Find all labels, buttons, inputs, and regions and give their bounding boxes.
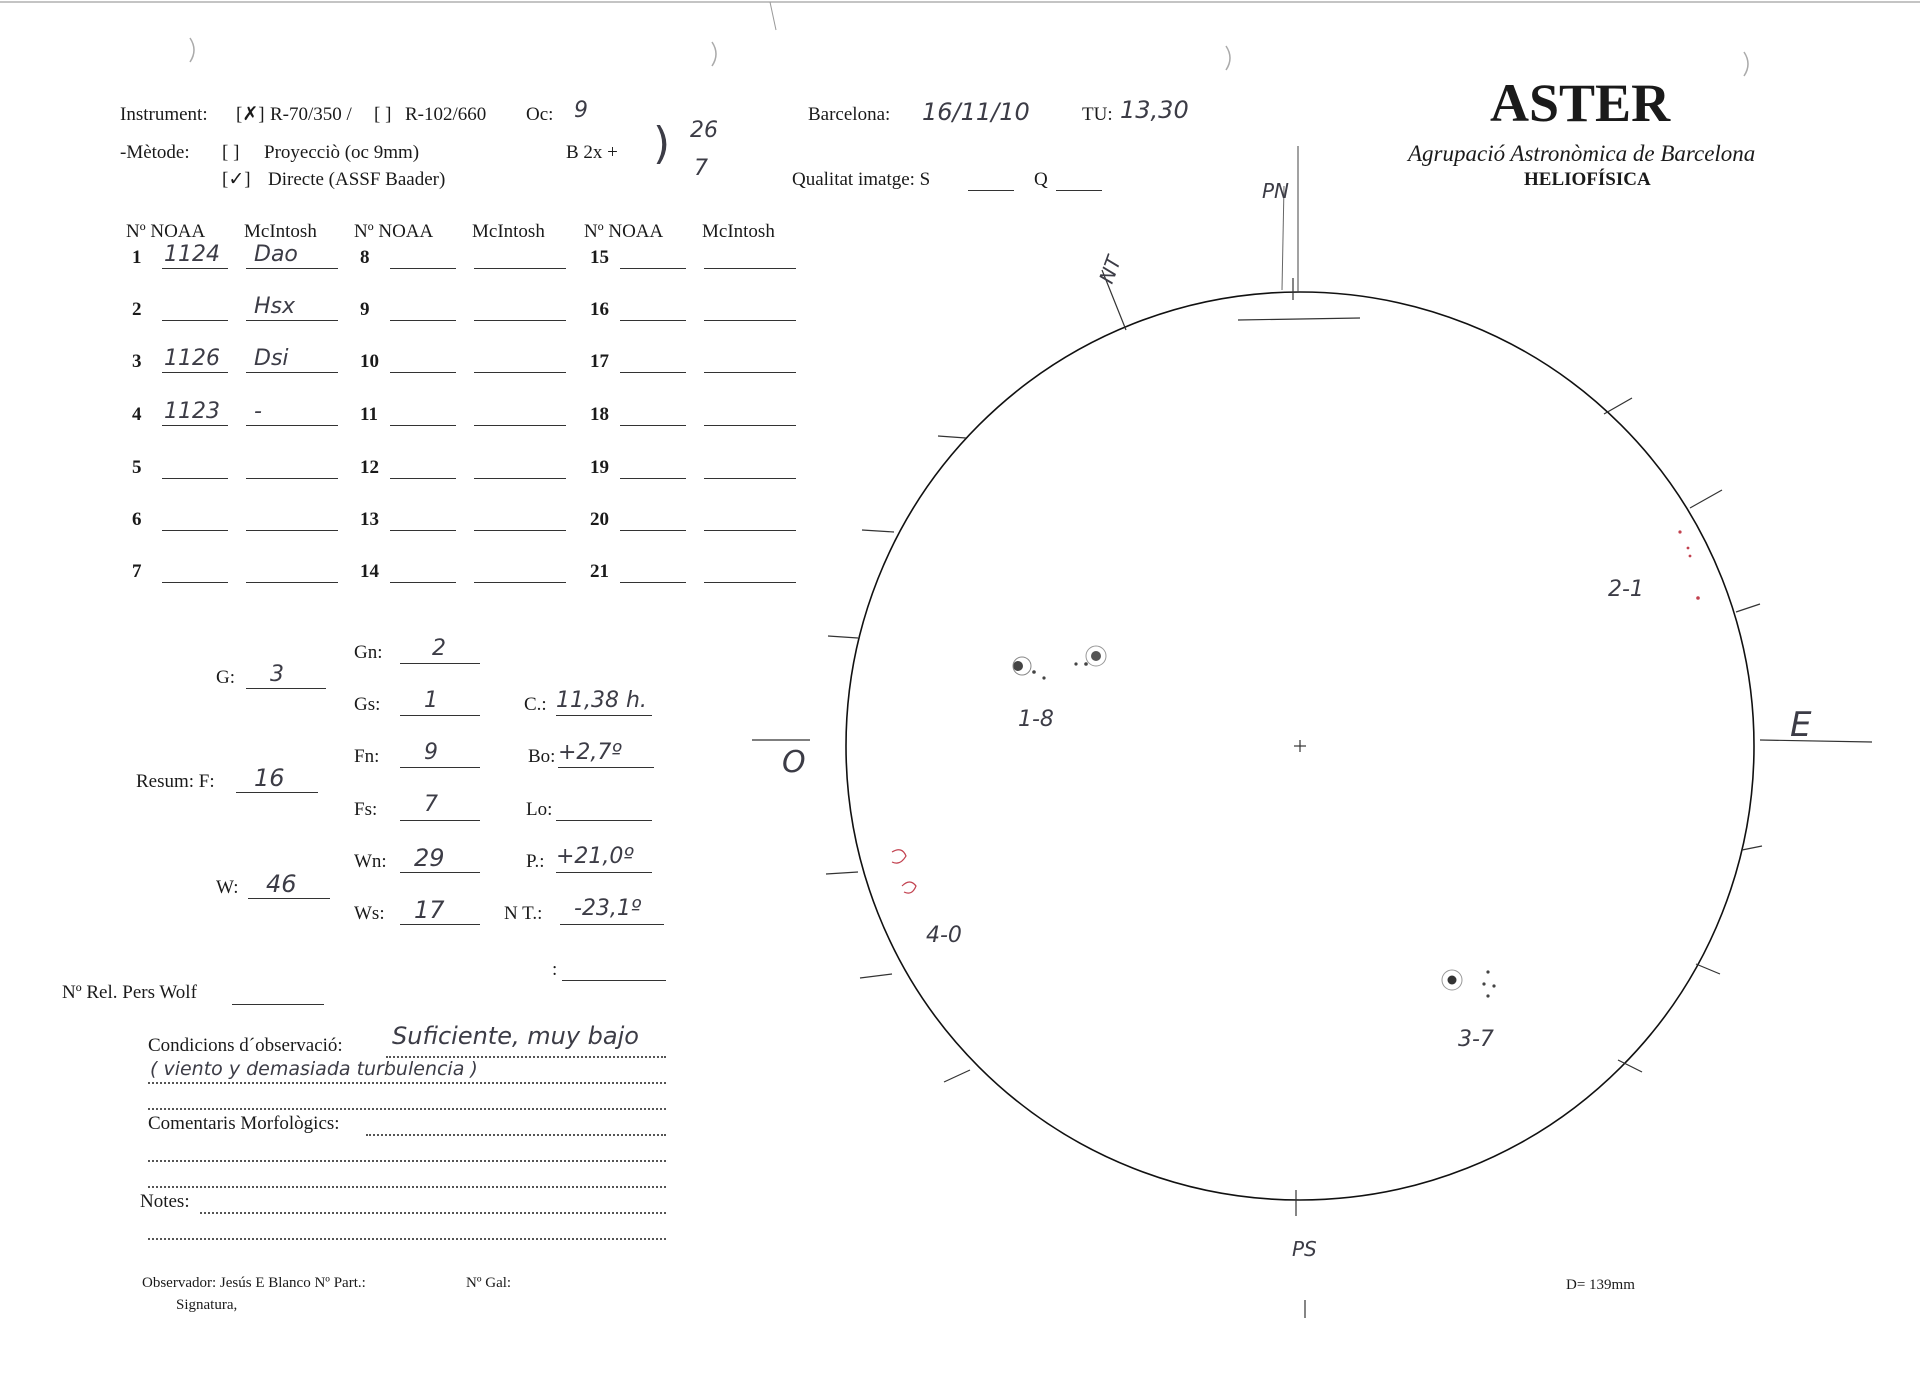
sunspot-group-2 <box>1678 530 1699 599</box>
city-label: Barcelona: <box>808 104 891 125</box>
group-label-3: 3-7 <box>1458 1027 1494 1052</box>
mcintosh-value: Dao <box>254 242 298 267</box>
org-name: ASTER <box>1490 73 1671 133</box>
conditions-value-2: ( viento y demasiada turbulencia ) <box>150 1058 478 1080</box>
gal-label: Nº Gal: <box>466 1275 512 1291</box>
east-tick <box>1760 740 1872 742</box>
barlow-label: B 2x + <box>566 142 618 163</box>
col-header-noaa: Nº NOAA <box>354 221 434 242</box>
barlow-value-2: 7 <box>694 156 708 181</box>
extra-colon-label: : <box>552 959 558 980</box>
tu-label: TU: <box>1082 104 1113 125</box>
west-label: O <box>782 745 806 780</box>
w-value: 46 <box>266 870 297 898</box>
p-value: +21,0º <box>556 844 634 869</box>
group-row-number: 14 <box>360 561 379 582</box>
stray-mark <box>770 2 776 30</box>
group-row-number: 7 <box>132 561 142 582</box>
g-label: G: <box>216 667 235 688</box>
metode-label: -Mètode: <box>120 142 190 163</box>
diameter-label: D= 139mm <box>1566 1277 1635 1293</box>
sunspot-group-4 <box>892 850 916 893</box>
pn-label: PN <box>1262 179 1290 203</box>
metode-checkbox-proyeccio[interactable]: [ ] <box>222 142 240 163</box>
fs-label: Fs: <box>354 799 378 820</box>
group-row-number: 15 <box>590 247 609 268</box>
quality-q-label: Q <box>1034 169 1048 190</box>
brace-glyph: ) <box>653 118 671 169</box>
group-row-number: 1 <box>132 247 142 268</box>
fn-value: 9 <box>424 740 438 765</box>
ocular-label: Oc: <box>526 104 554 125</box>
group-row-number: 12 <box>360 457 379 478</box>
mcintosh-value: Dsi <box>254 346 289 371</box>
lo-label: Lo: <box>526 799 553 820</box>
notes-label: Notes: <box>140 1191 190 1212</box>
barlow-value-1: 26 <box>690 118 718 143</box>
group-row-number: 11 <box>360 404 378 425</box>
group-row-number: 17 <box>590 351 609 372</box>
sunspot-group-3 <box>1442 970 1496 998</box>
north-pole-tick <box>1238 318 1360 320</box>
mcintosh-value: - <box>254 399 262 424</box>
f-value: 16 <box>254 764 285 792</box>
instrument-checkbox-r102[interactable]: [ ] <box>374 104 392 125</box>
w-label: W: <box>216 877 239 898</box>
group-row-number: 2 <box>132 299 142 320</box>
ws-value: 17 <box>414 896 445 924</box>
nt-disk-label: NT <box>1094 252 1126 287</box>
gn-value: 2 <box>432 636 446 661</box>
group-row-number: 9 <box>360 299 370 320</box>
noaa-value: 1126 <box>164 346 220 371</box>
group-label-2: 2-1 <box>1608 577 1644 602</box>
col-header-noaa: Nº NOAA <box>584 221 664 242</box>
metode-option-proyeccio: Proyecciò (oc 9mm) <box>264 142 420 163</box>
resum-f-label: Resum: F: <box>136 771 215 792</box>
metode-option-directe: Directe (ASSF Baader) <box>268 169 446 190</box>
instrument-checkbox-r70[interactable]: [✗] <box>236 104 265 125</box>
g-value: 3 <box>270 662 284 687</box>
wn-label: Wn: <box>354 851 387 872</box>
bo-label: Bo: <box>528 746 556 767</box>
org-dept: HELIOFÍSICA <box>1524 169 1651 190</box>
instrument-label: Instrument: <box>120 104 208 125</box>
wn-value: 29 <box>414 844 445 872</box>
group-row-number: 4 <box>132 404 142 425</box>
gs-value: 1 <box>424 688 438 713</box>
sunspot-group-1 <box>1013 646 1106 680</box>
p-label: P.: <box>526 851 545 872</box>
group-row-number: 21 <box>590 561 609 582</box>
group-label-1: 1-8 <box>1018 707 1054 732</box>
group-row-number: 5 <box>132 457 142 478</box>
punch-mark <box>190 38 194 62</box>
instrument-option-r102: R-102/660 <box>405 104 487 125</box>
morph-label: Comentaris Morfològics: <box>148 1113 340 1134</box>
group-label-4: 4-0 <box>926 923 962 948</box>
col-header-mcintosh: McIntosh <box>702 221 775 242</box>
punch-mark <box>1226 46 1230 70</box>
gs-label: Gs: <box>354 694 381 715</box>
east-label: E <box>1790 705 1812 745</box>
group-row-number: 6 <box>132 509 142 530</box>
ocular-value: 9 <box>574 98 588 123</box>
noaa-value: 1123 <box>164 399 220 424</box>
punch-mark <box>1744 52 1748 76</box>
c-label: C.: <box>524 694 547 715</box>
group-row-number: 19 <box>590 457 609 478</box>
fn-label: Fn: <box>354 746 380 767</box>
group-row-number: 3 <box>132 351 142 372</box>
fs-value: 7 <box>424 792 438 817</box>
c-value: 11,38 h. <box>556 688 647 713</box>
conditions-value-1: Suficiente, muy bajo <box>392 1022 639 1050</box>
group-row-number: 18 <box>590 404 609 425</box>
group-row-number: 16 <box>590 299 609 320</box>
mcintosh-value: Hsx <box>254 294 296 319</box>
col-header-mcintosh: McIntosh <box>244 221 317 242</box>
noaa-value: 1124 <box>164 242 220 267</box>
group-row-number: 13 <box>360 509 379 530</box>
quality-label: Qualitat imatge: S <box>792 169 931 190</box>
bo-value: +2,7º <box>558 740 622 765</box>
limb-graduations <box>826 398 1762 1082</box>
tu-value: 13,30 <box>1120 96 1189 124</box>
nt-value: -23,1º <box>574 896 642 921</box>
metode-checkbox-directe[interactable]: [✓] <box>222 169 251 190</box>
conditions-label: Condicions d´observació: <box>148 1035 343 1056</box>
group-row-number: 8 <box>360 247 370 268</box>
col-header-noaa: Nº NOAA <box>126 221 206 242</box>
observer-line: Observador: Jesús E Blanco Nº Part.: <box>142 1275 366 1291</box>
ps-label: PS <box>1292 1237 1317 1261</box>
group-row-number: 10 <box>360 351 379 372</box>
group-row-number: 20 <box>590 509 609 530</box>
instrument-option-r70: R-70/350 / <box>270 104 352 125</box>
gn-label: Gn: <box>354 642 383 663</box>
nt-label: N T.: <box>504 903 543 924</box>
col-header-mcintosh: McIntosh <box>472 221 545 242</box>
punch-mark <box>712 42 716 66</box>
ws-label: Ws: <box>354 903 385 924</box>
wolf-label: Nº Rel. Pers Wolf <box>62 982 197 1003</box>
org-subtitle: Agrupació Astronòmica de Barcelona <box>1408 141 1756 166</box>
date-value: 16/11/10 <box>922 98 1030 126</box>
signature-label: Signatura, <box>176 1297 238 1313</box>
